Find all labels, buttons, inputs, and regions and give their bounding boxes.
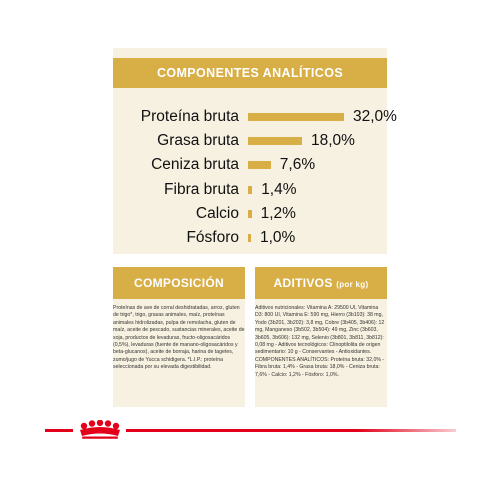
row-bar bbox=[248, 161, 271, 169]
additives-banner bbox=[255, 267, 387, 299]
brand-footer bbox=[0, 418, 500, 442]
additives-text: Aditivos nutricionales: Vitamina A: 29500 UI, Vitamina D3: 800 UI, Vitamina E: 590 mg, Hierro (3b103): 38 mg, Yodo (3b201, 3b202): 3,8 mg, Cobre (3b405, 3b406): 12 mg, Manganeso (3b502, 3b504): 49 mg, Zinc (3b603, 3b605, 3b606): 132 mg, Selenio (3b801, 3b811, 3b812): 0,08 mg - Aditivos tecnológicos: Clinoptilolita de origen sedimentario: 10 g - Conservantes - Antioxidantes. COMPONENTES ANALÍTICOS: Proteína bruta: 32,0% - Fibra bruta: 1,4% - Grasa bruta: 18,0% - Ceniza bruta: 7,6% - Calcio: 1,2% - Fósforo: 1,0%. bbox=[255, 305, 385, 378]
analytics-banner bbox=[113, 58, 387, 88]
row-label: Fibra bruta bbox=[164, 181, 239, 198]
brand-line-right bbox=[126, 429, 456, 432]
composition-text: Proteínas de ave de corral deshidratadas, arroz, gluten de trigo*, trigo, grasas animales, maíz, proteínas animales hidrolizadas, pulpa de remolacha, gluten de maíz, aceite de pescado, sustancias minerales, aceite de soja, productos de levaduras, fructo-oligosacáridos (0,5%), levaduras (fuente de manano-oligosacáridos y beta-glucanos), aceite de borraja, harina de tagetes, zumo/jugo de Yucca schidigera. *L.I.P.: proteína seleccionada por su elevada digestibilidad. bbox=[113, 305, 245, 371]
analytics-row bbox=[113, 106, 397, 128]
row-value: 7,6% bbox=[279, 156, 316, 173]
row-bar bbox=[248, 113, 344, 121]
analytics-row bbox=[113, 130, 387, 152]
composition-title: COMPOSICIÓN bbox=[134, 276, 224, 290]
analytics-row bbox=[113, 203, 387, 225]
composition-panel bbox=[113, 267, 245, 407]
additives-subtitle: (por kg) bbox=[336, 280, 369, 289]
analytics-row bbox=[113, 179, 387, 201]
row-value: 32,0% bbox=[353, 108, 397, 125]
crown-icon bbox=[76, 420, 124, 440]
row-label: Grasa bruta bbox=[157, 132, 239, 149]
composition-banner bbox=[113, 267, 245, 299]
row-value: 1,2% bbox=[260, 205, 296, 222]
additives-panel bbox=[255, 267, 387, 407]
row-label: Proteína bruta bbox=[140, 108, 239, 125]
analytics-panel bbox=[113, 48, 397, 254]
row-bar bbox=[248, 210, 252, 218]
row-value: 1,4% bbox=[261, 181, 297, 198]
brand-line-left bbox=[45, 429, 73, 432]
row-label: Fósforo bbox=[186, 229, 239, 246]
analytics-row bbox=[113, 154, 387, 176]
additives-title: ADITIVOS bbox=[273, 276, 333, 290]
row-value: 1,0% bbox=[260, 229, 296, 246]
row-bar bbox=[248, 234, 251, 242]
analytics-row bbox=[113, 227, 387, 249]
analytics-title: COMPONENTES ANALÍTICOS bbox=[156, 66, 344, 80]
row-label: Calcio bbox=[195, 205, 239, 222]
row-value: 18,0% bbox=[311, 132, 355, 149]
row-label: Ceniza bruta bbox=[151, 156, 239, 173]
row-bar bbox=[248, 186, 252, 194]
row-bar bbox=[248, 137, 302, 145]
additives-heading bbox=[255, 267, 387, 301]
